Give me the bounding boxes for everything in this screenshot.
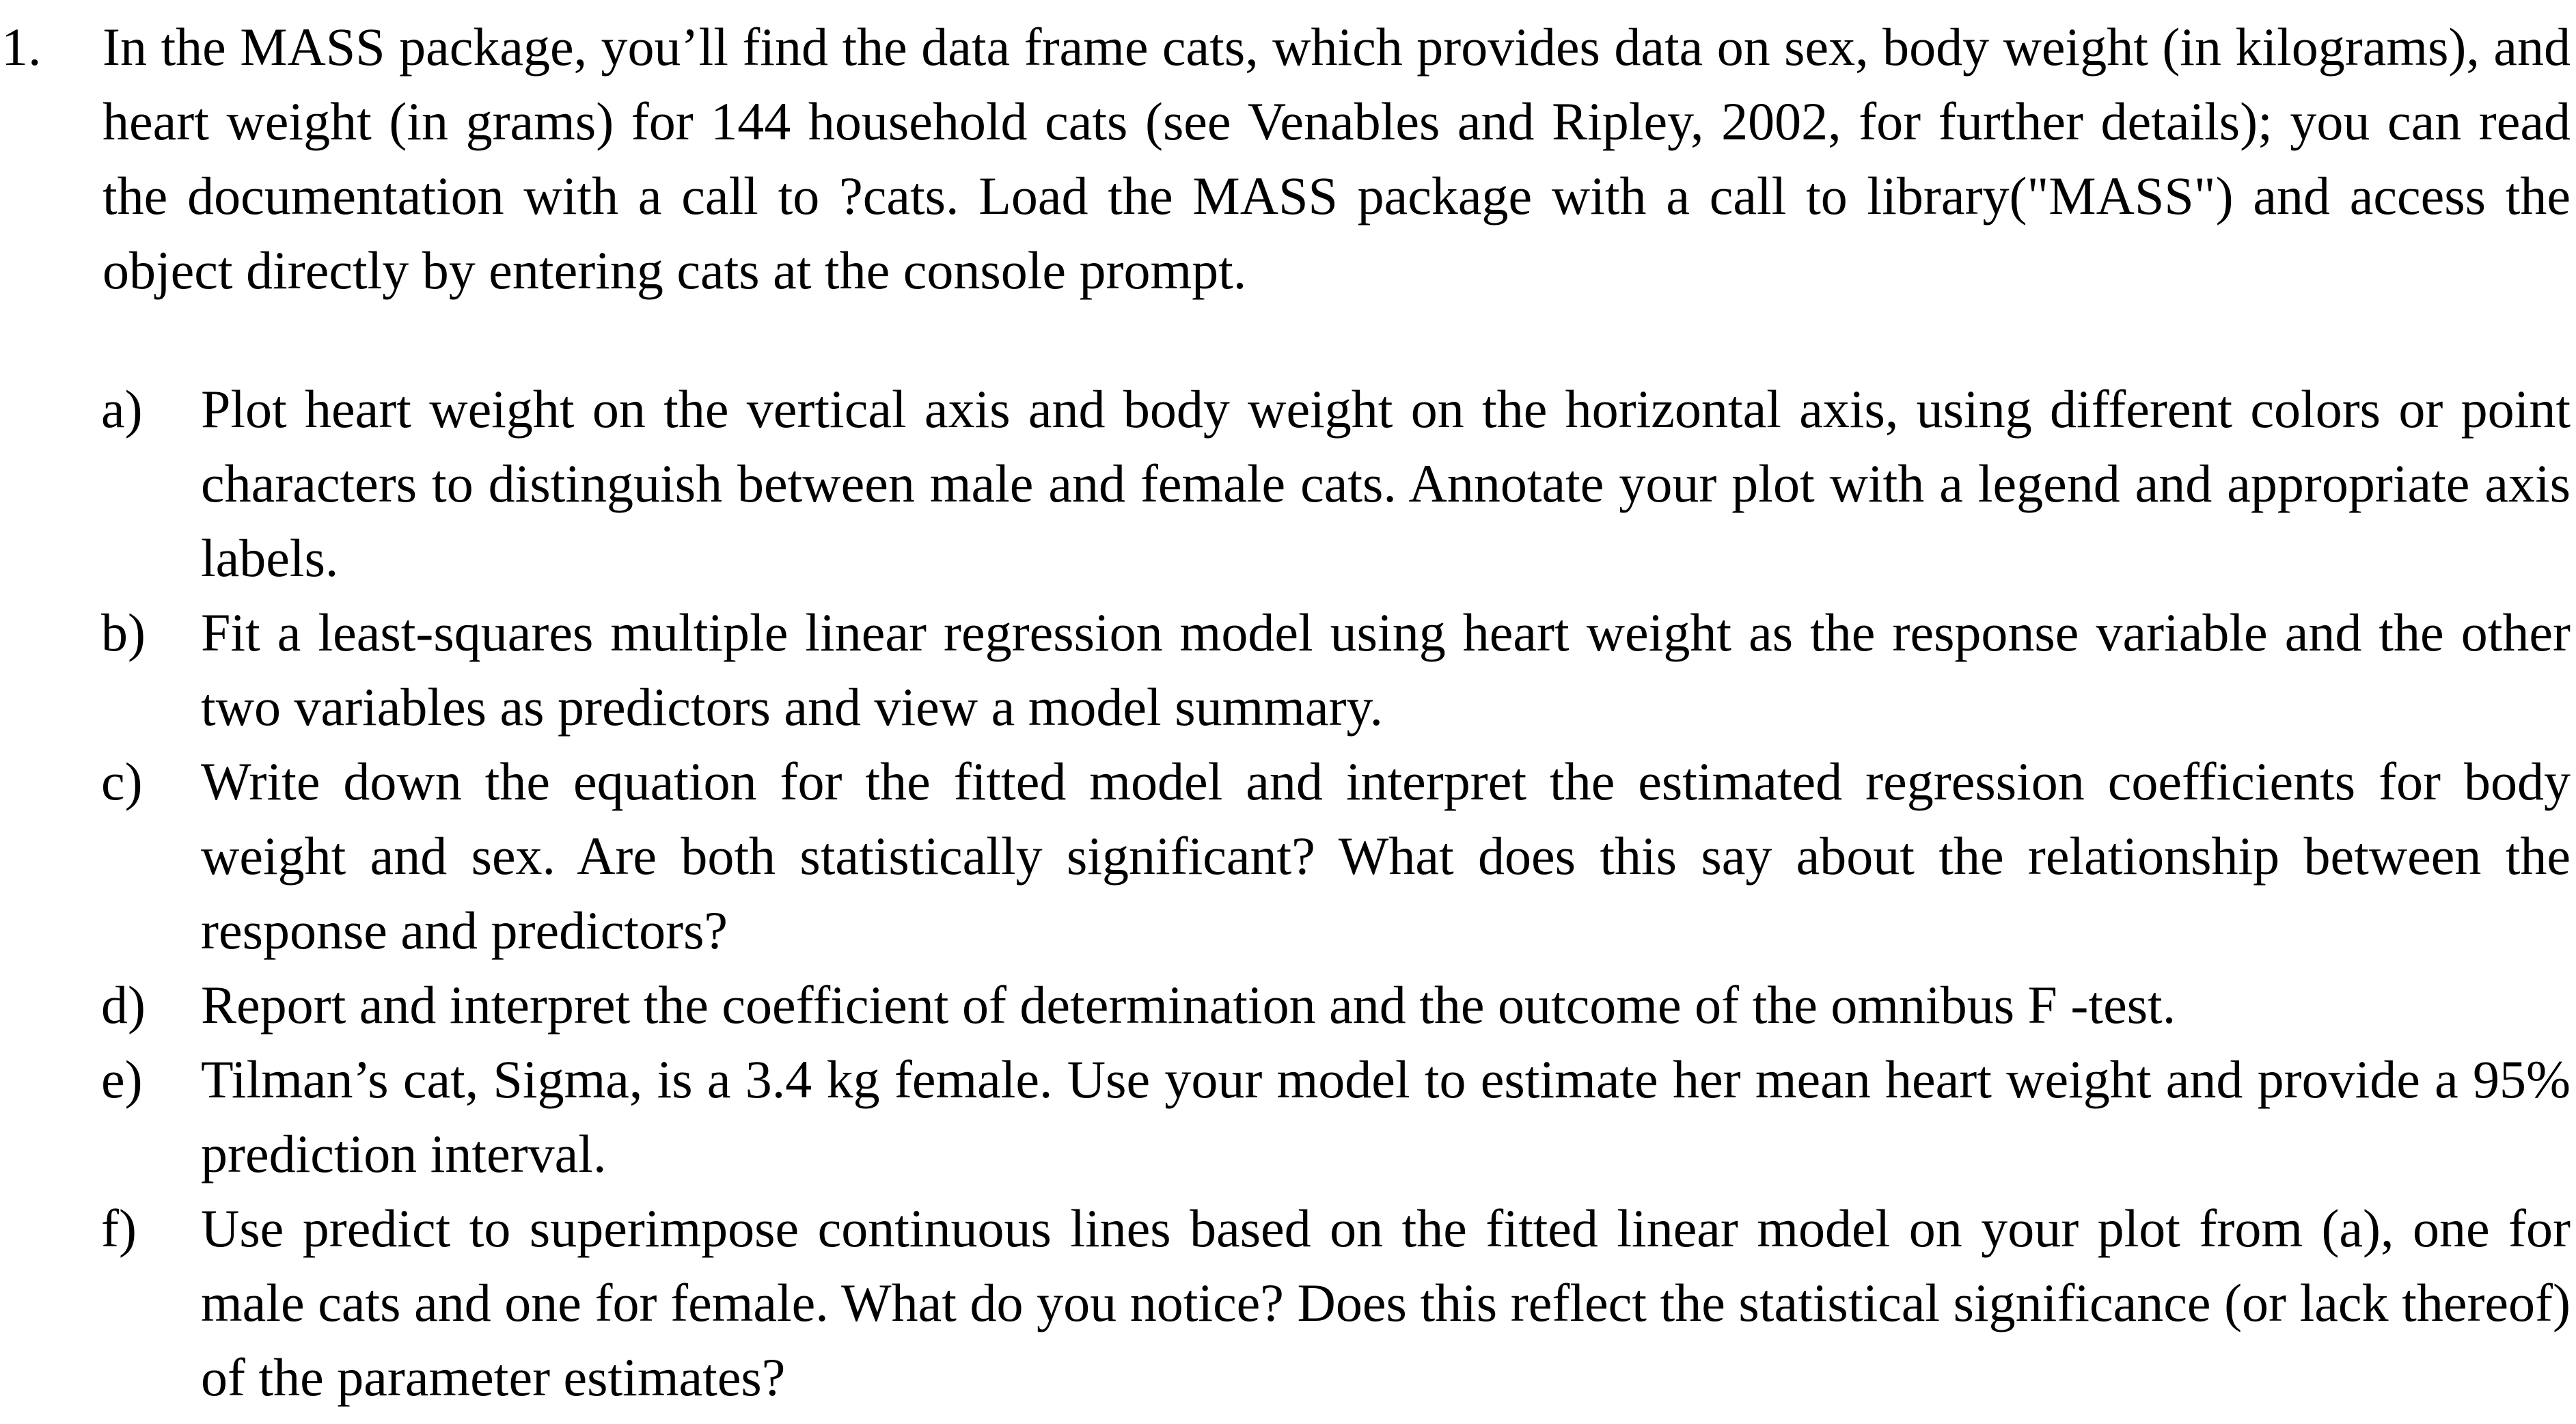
sub-question-text: Fit a least-squares multiple linear regression model using heart weight as the response variable and the other two variables as predictors and view a model summary. (201, 603, 2571, 737)
sub-question-a (0, 372, 2576, 595)
sub-question-d (0, 968, 2576, 1042)
sub-question-text: Tilman’s cat, Sigma, is a 3.4 kg female. Use your model to estimate her mean heart weight and provide a 95% prediction interval. (201, 1050, 2571, 1183)
sub-question-letter: e) (101, 1050, 143, 1109)
sub-question-f (0, 1191, 2576, 1414)
sub-question-letter: f) (101, 1199, 137, 1258)
sub-question-e (0, 1042, 2576, 1191)
question-text: In the MASS package, you’ll find the data frame cats, which provides data on sex, body weight (in kilograms), and heart weight (in grams) for 144 household cats (see Venables and Ripley, 2002, for further details); you can read the documentation with a call to ?cats. Load the MASS package with a call to library("MASS") and access the object directly by entering cats at the console prompt. (102, 17, 2571, 300)
question-number: 1. (1, 17, 42, 77)
sub-question-text: Write down the equation for the fitted model and interpret the estimated regression coefficients for body weight and sex. Are both statistically significant? What does this say about the relationship between the response and predictors? (201, 752, 2571, 960)
sub-question-list (0, 372, 2576, 1414)
sub-question-letter: c) (101, 752, 143, 811)
sub-question-c (0, 744, 2576, 968)
sub-question-letter: b) (101, 603, 146, 662)
sub-question-text: Use predict to superimpose continuous lines based on the fitted linear model on your plot from (a), one for male cats and one for female. What do you notice? Does this reflect the statistical significance (or lack thereof) of the parameter estimates? (201, 1199, 2571, 1407)
sub-question-letter: d) (101, 975, 146, 1035)
sub-question-text: Plot heart weight on the vertical axis and body weight on the horizontal axis, using different colors or point characters to distinguish between male and female cats. Annotate your plot with a legend and appropriate axis labels. (201, 379, 2571, 588)
sub-question-text: Report and interpret the coefficient of determination and the outcome of the omnibus F -test. (201, 975, 2176, 1035)
sub-question-b (0, 595, 2576, 744)
sub-question-letter: a) (101, 379, 143, 439)
